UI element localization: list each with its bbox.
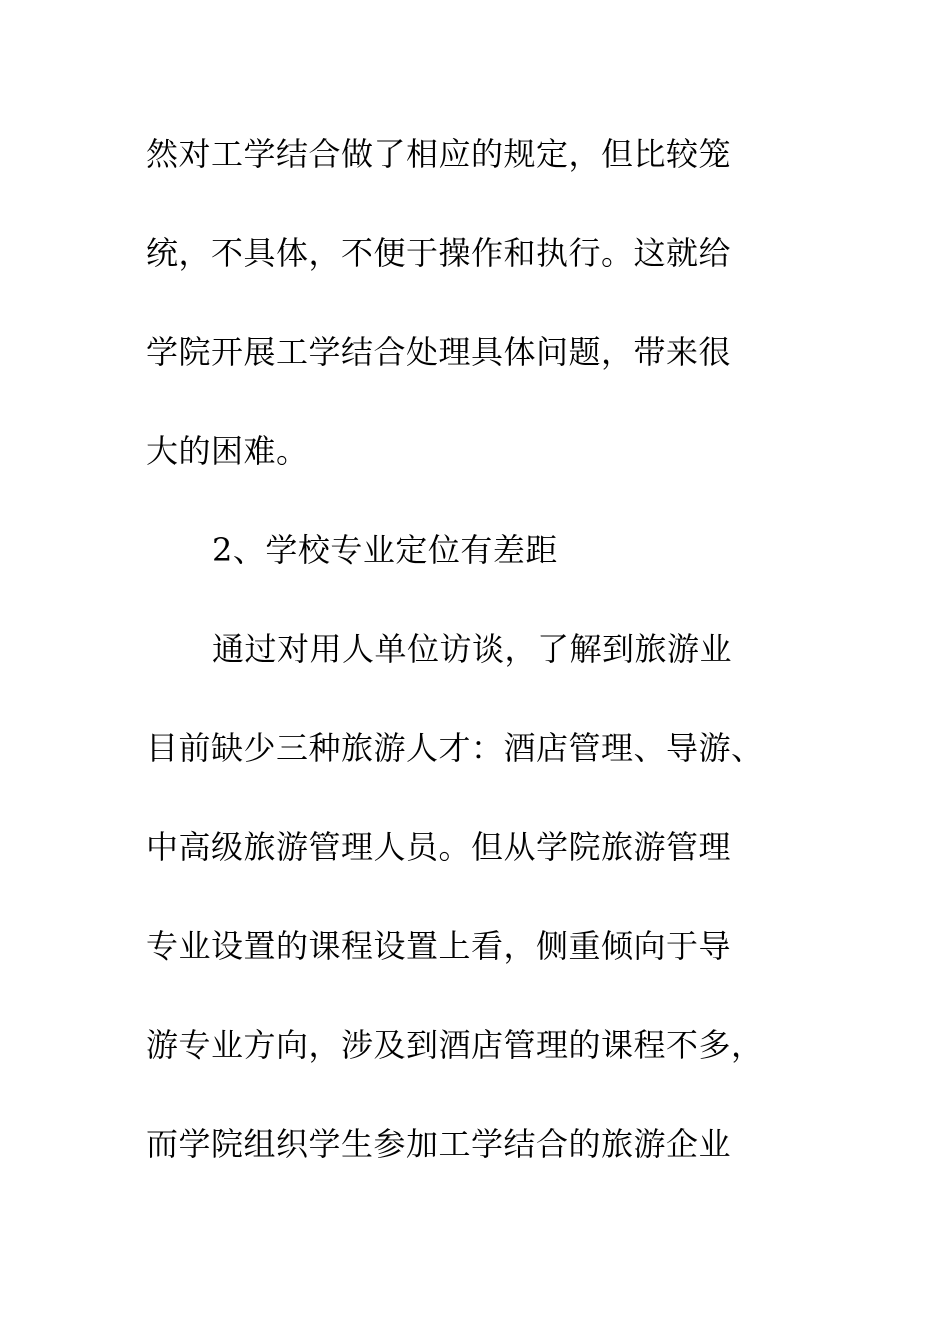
text-line: 统，不具体，不便于操作和执行。这就给: [146, 234, 732, 272]
text-line: 而学院组织学生参加工学结合的旅游企业: [146, 1125, 732, 1163]
text-line: 然对工学结合做了相应的规定，但比较笼: [146, 135, 732, 173]
text-line: 专业设置的课程设置上看，侧重倾向于导: [146, 927, 732, 965]
text-line: 中高级旅游管理人员。但从学院旅游管理: [146, 828, 732, 866]
section-heading: 2、学校专业定位有差距: [212, 531, 558, 569]
text-line: 游专业方向，涉及到酒店管理的课程不多，: [146, 1026, 764, 1064]
text-line: 目前缺少三种旅游人才：酒店管理、导游、: [146, 729, 764, 767]
text-line: 大的困难。: [146, 432, 309, 470]
paragraph-first-line: 通过对用人单位访谈，了解到旅游业: [212, 630, 733, 668]
text-line: 学院开展工学结合处理具体问题，带来很: [146, 333, 732, 371]
